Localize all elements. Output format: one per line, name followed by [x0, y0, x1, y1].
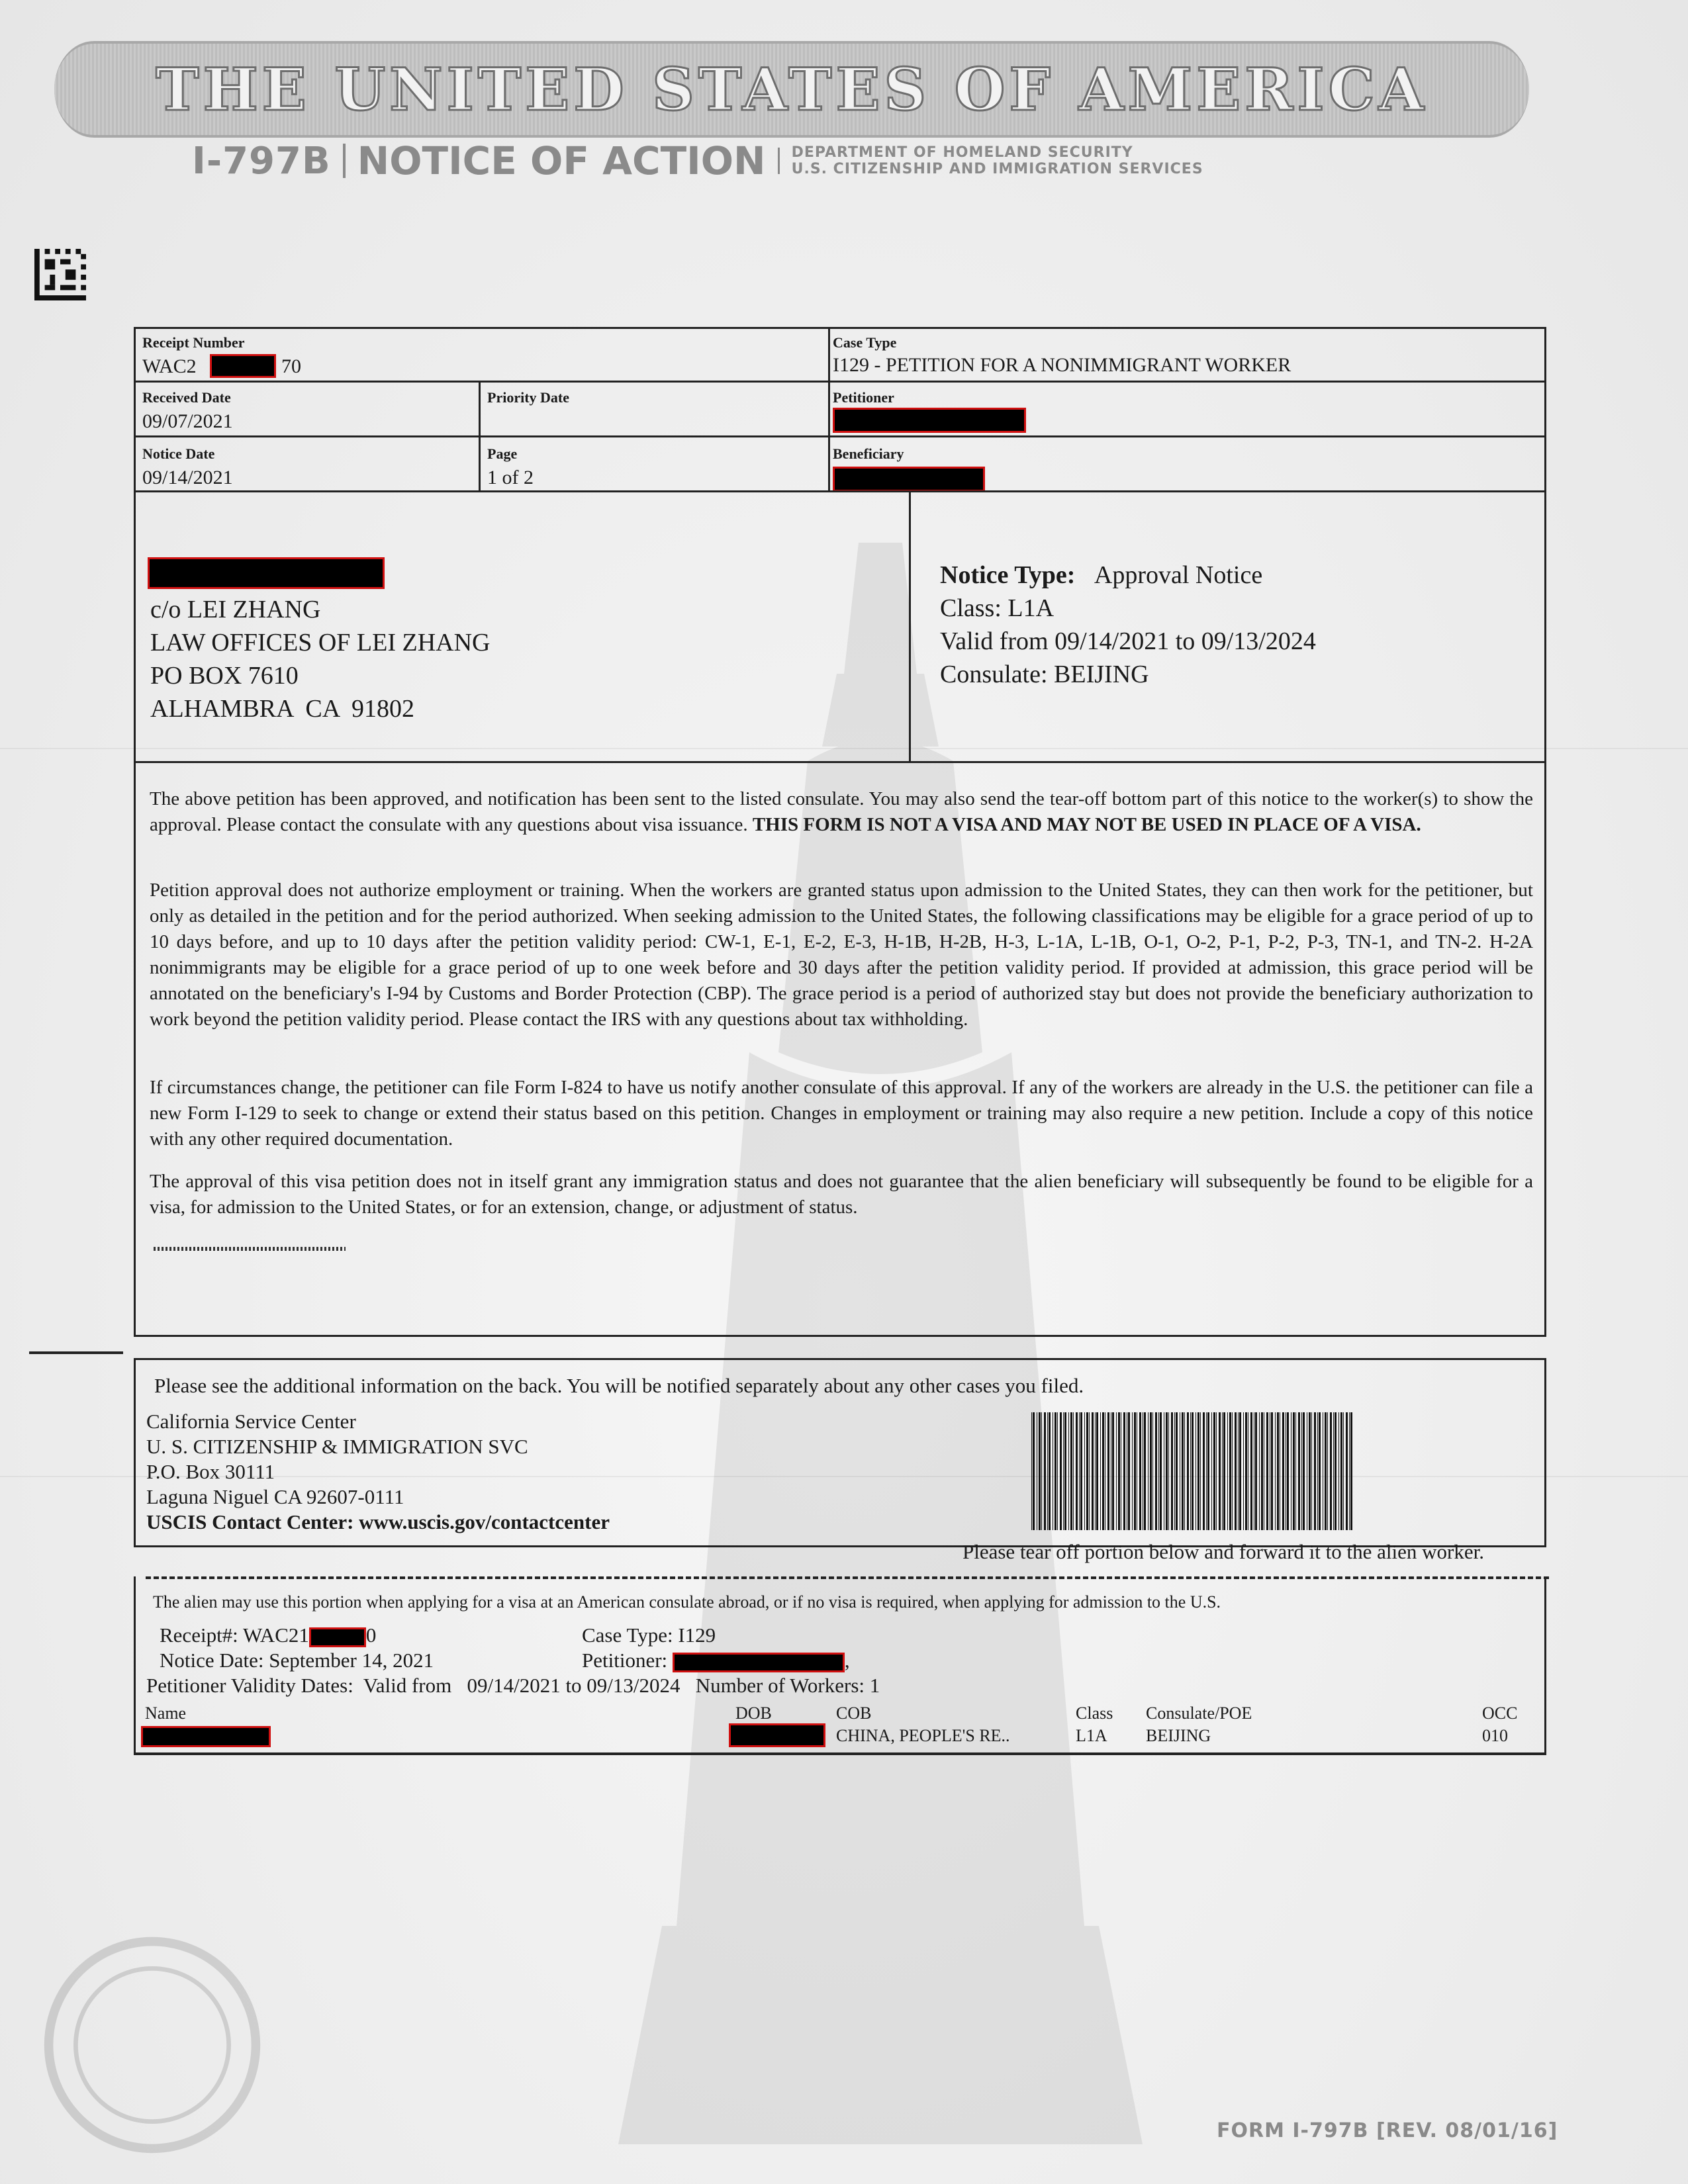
barcode-bar — [1031, 1412, 1032, 1530]
barcode-bar — [1112, 1412, 1114, 1530]
contact-center: USCIS Contact Center: www.uscis.gov/contactcenter — [146, 1510, 610, 1533]
barcode-bar — [1301, 1412, 1302, 1530]
barcode-bar — [1197, 1412, 1199, 1530]
barcode-bar — [1293, 1412, 1295, 1530]
petitioner-label: Petitioner — [833, 389, 894, 406]
barcode-bar — [1327, 1412, 1328, 1530]
col-dob: DOB — [735, 1704, 772, 1723]
receipt-label: Receipt#: WAC21 — [160, 1623, 309, 1647]
tear-off-portion — [134, 1576, 1546, 1755]
barcode-bar — [1266, 1412, 1268, 1530]
page-label: Page — [487, 445, 518, 462]
paragraph-disclaimer: The approval of this visa petition does not in itself grant any immigration status and does not guarantee that the alien beneficiary will subsequently be found to be eligible for a visa, for admission to the United States, or for an extension, change, or adjustment of status. — [150, 1171, 1533, 1218]
barcode-bar — [1216, 1412, 1217, 1530]
barcode-bar — [1346, 1412, 1348, 1530]
redaction — [309, 1627, 366, 1647]
petitioner-cell — [828, 381, 1546, 437]
barcode-bar — [1055, 1412, 1056, 1530]
barcode-bar — [1047, 1412, 1048, 1530]
barcode-bar — [1033, 1412, 1035, 1530]
validity-label: Petitioner Validity Dates: Valid from — [146, 1674, 452, 1697]
barcode-bar — [1350, 1412, 1352, 1530]
col-cob: COB — [836, 1704, 872, 1723]
barcode-bar — [1330, 1412, 1332, 1530]
department-line: DEPARTMENT OF HOMELAND SECURITY — [791, 144, 1133, 161]
notice-consulate: Consulate: BEIJING — [940, 660, 1149, 688]
barcode-bar — [1309, 1412, 1311, 1530]
barcode-bar — [1203, 1412, 1205, 1530]
paragraph-text: The above petition has been approved, and notification has been sent to the listed consulate. You may also send the tear-off bottom part of this notice to the worker(s) to show the approval. Please contact the consulate with any questions about visa issuance. — [150, 788, 1533, 835]
tear-off-case-type: Case Type: I129 — [582, 1623, 716, 1647]
notice-type-label: Notice Type: — [940, 561, 1076, 589]
priority-date-label: Priority Date — [487, 389, 569, 406]
notice-info — [940, 559, 1316, 691]
receipt-number-prefix: WAC2 — [142, 355, 197, 377]
address-line: California Service Center — [146, 1410, 356, 1433]
not-a-visa-warning: THIS FORM IS NOT A VISA AND MAY NOT BE USED IN PLACE OF A VISA. — [752, 814, 1421, 835]
barcode-bar — [1211, 1412, 1212, 1530]
priority-date-cell — [479, 381, 830, 437]
barcode-bar — [1168, 1412, 1169, 1530]
notice-validity: Valid from 09/14/2021 to 09/13/2024 — [940, 627, 1316, 655]
barcode-bar — [1187, 1412, 1189, 1530]
divider — [343, 144, 346, 178]
barcode-bar — [1092, 1412, 1094, 1530]
barcode-bar — [1206, 1412, 1207, 1530]
barcode-bar — [1148, 1412, 1149, 1530]
barcode-bar — [1343, 1412, 1344, 1530]
mailing-address-box — [134, 490, 911, 763]
barcode-bar — [1118, 1412, 1120, 1530]
form-code: I-797B — [192, 139, 331, 183]
barcode-bar — [1282, 1412, 1284, 1530]
barcode-bar — [1295, 1412, 1296, 1530]
barcode-bar — [1239, 1412, 1241, 1530]
scan-artifact — [154, 1247, 346, 1251]
occ-value: 010 — [1482, 1726, 1508, 1745]
notice-info-box — [909, 490, 1546, 763]
receipt-number-label: Receipt Number — [142, 334, 245, 351]
barcode-bar — [1259, 1412, 1260, 1530]
beneficiary-cell — [828, 435, 1546, 492]
barcode-bar — [1132, 1412, 1133, 1530]
barcode-bar — [1207, 1412, 1209, 1530]
beneficiary-label: Beneficiary — [833, 445, 904, 462]
barcode-bar — [1303, 1412, 1305, 1530]
barcode-bar — [1335, 1412, 1336, 1530]
notice-class: Class: L1A — [940, 594, 1055, 622]
received-date-label: Received Date — [142, 389, 231, 406]
barcode-bar — [1039, 1412, 1041, 1530]
barcode-bar — [1235, 1412, 1237, 1530]
barcode-bar — [1232, 1412, 1233, 1530]
address-line: LAW OFFICES OF LEI ZHANG — [150, 629, 491, 657]
barcode-bar — [1223, 1412, 1225, 1530]
barcode-bar — [1287, 1412, 1289, 1530]
barcode-bar — [1171, 1412, 1173, 1530]
barcode-bar — [1245, 1412, 1247, 1530]
receipt-number-cell — [134, 327, 830, 383]
divider — [778, 148, 780, 174]
banner — [54, 41, 1529, 138]
banner-title: THE UNITED STATES OF AMERICA — [156, 55, 1428, 124]
barcode-bar — [1298, 1412, 1300, 1530]
barcode-bar — [1076, 1412, 1078, 1530]
barcode-bar — [1166, 1412, 1168, 1530]
barcode-bar — [1095, 1412, 1096, 1530]
tear-off-receipt — [160, 1623, 376, 1648]
cob-value: CHINA, PEOPLE'S RE.. — [836, 1726, 1010, 1745]
barcode-bar — [1261, 1412, 1263, 1530]
col-name: Name — [145, 1704, 187, 1723]
address-line: PO BOX 7610 — [150, 662, 299, 690]
tear-off-instruction: Please tear off portion below and forward it to the alien worker. — [962, 1540, 1484, 1563]
barcode-bar — [1190, 1412, 1191, 1530]
barcode-bar — [1144, 1412, 1146, 1530]
service-center-address — [146, 1409, 610, 1535]
barcode-bar — [1044, 1412, 1046, 1530]
address-line: ALHAMBRA CA 91802 — [150, 695, 415, 723]
number-of-workers: Number of Workers: 1 — [695, 1674, 880, 1697]
barcode-bar — [1277, 1412, 1279, 1530]
barcode-bar — [1158, 1412, 1159, 1530]
barcode-bar — [1060, 1412, 1062, 1530]
barcode-bar — [1349, 1412, 1350, 1530]
barcode-bar — [1314, 1412, 1316, 1530]
receipt-suffix: 0 — [365, 1623, 377, 1647]
barcode-bar — [1184, 1412, 1185, 1530]
barcode-bar — [1152, 1412, 1153, 1530]
class-value: L1A — [1076, 1726, 1107, 1745]
barcode-bar — [1100, 1412, 1101, 1530]
barcode-bar — [1325, 1412, 1327, 1530]
barcode-bar — [1070, 1412, 1072, 1530]
barcode-bar — [1064, 1412, 1066, 1530]
body-box — [134, 761, 1546, 1337]
department — [792, 144, 1203, 177]
redaction — [148, 557, 385, 589]
tear-off-petitioner — [582, 1648, 850, 1673]
tear-off-notice-date: Notice Date: September 14, 2021 — [160, 1649, 434, 1672]
notice-date-label: Notice Date — [142, 445, 215, 462]
barcode-bar — [1222, 1412, 1223, 1530]
barcode-bar — [1319, 1412, 1321, 1530]
barcode-bar — [1057, 1412, 1058, 1530]
barcode-bar — [1086, 1412, 1088, 1530]
barcode-bar — [1134, 1412, 1136, 1530]
barcode-bar — [1107, 1412, 1109, 1530]
address-line: P.O. Box 30111 — [146, 1460, 275, 1483]
barcode-bar — [1311, 1412, 1312, 1530]
barcode-bar — [1255, 1412, 1257, 1530]
consulate-value: BEIJING — [1146, 1726, 1211, 1745]
barcode-bar — [1227, 1412, 1228, 1530]
redaction — [833, 408, 1026, 433]
barcode-bar — [1275, 1412, 1276, 1530]
barcode-bar — [1333, 1412, 1334, 1530]
notice-type-value: Approval Notice — [1094, 561, 1263, 589]
paragraph-employment: Petition approval does not authorize employment or training. When the workers are granted status upon admission to the United States, they can then work for the petitioner, but only as detailed in the petition and for the period authorized. When seeking admission to the United States, the following classifications may be eligible for a grace period of up to 10 days before, and up to 10 days after the petition validity period: CW-1, E-1, E-2, E-3, H-1B, H-2B, H-3, L-1A, L-1B, O-1, O-2, P-1, P-2, P-3, TN-1, and TN-2. H-2A nonimmigrants may be eligible for a grace period of up to one week before and 30 days after the petition validity period. If provided at admission, this grace period will be annotated on the beneficiary's I-94 by Customs and Border Protection (CBP). The grace period is a period of authorized stay but does not provide the beneficiary authorization to work beyond the petition validity period. Please contact the IRS with any questions about tax withholding. — [150, 880, 1533, 1030]
barcode-bar — [1213, 1412, 1215, 1530]
barcode-bar — [1139, 1412, 1141, 1530]
tear-off-intro: The alien may use this portion when applying for a visa at an American consulate abroad, or if no visa is required, when applying for admission to the U.S. — [153, 1592, 1221, 1612]
receipt-number-suffix: 70 — [281, 355, 301, 377]
barcode — [1031, 1412, 1356, 1530]
barcode-bar — [1116, 1412, 1117, 1530]
address-line: Laguna Niguel CA 92607-0111 — [146, 1485, 404, 1508]
page-value: 1 of 2 — [487, 467, 534, 488]
col-consulate: Consulate/POE — [1146, 1704, 1252, 1723]
barcode-bar — [1155, 1412, 1157, 1530]
received-date-value: 09/07/2021 — [142, 410, 233, 432]
petitioner-suffix: , — [844, 1649, 850, 1672]
barcode-bar — [1338, 1412, 1339, 1530]
barcode-bar — [1123, 1412, 1125, 1530]
redaction — [729, 1723, 825, 1747]
seal-watermark — [40, 1933, 265, 2158]
paragraph-circumstances: If circumstances change, the petitioner can file Form I-824 to have us notify another consulate of this approval. If any of the workers are already in the U.S. the petitioner can file a new Form I-129 to seek to change or extend their status based on this petition. Changes in employment or training may also require a new petition. Include a copy of this notice with any other required documentation. — [150, 1077, 1533, 1150]
redaction — [673, 1653, 845, 1672]
barcode-bar — [1174, 1412, 1175, 1530]
barcode-bar — [1150, 1412, 1152, 1530]
barcode-bar — [1192, 1412, 1194, 1530]
additional-info-note: Please see the additional information on the back. You will be notified separately about any other cases you filed. — [154, 1374, 1084, 1397]
barcode-bar — [1250, 1412, 1252, 1530]
barcode-bar — [1160, 1412, 1162, 1530]
barcode-bar — [1200, 1412, 1201, 1530]
barcode-bar — [1340, 1412, 1342, 1530]
notice-date-cell — [134, 435, 481, 492]
barcode-bar — [1271, 1412, 1273, 1530]
redaction — [833, 467, 985, 492]
mailing-address — [150, 593, 490, 725]
barcode-bar — [1073, 1412, 1074, 1530]
barcode-bar — [1041, 1412, 1042, 1530]
received-date-cell — [134, 381, 481, 437]
barcode-bar — [1089, 1412, 1090, 1530]
barcode-bar — [1229, 1412, 1231, 1530]
barcode-bar — [1079, 1412, 1080, 1530]
case-type-cell — [828, 327, 1546, 383]
barcode-bar — [1096, 1412, 1098, 1530]
fold-mark — [29, 1351, 123, 1354]
notice-date-value: 09/14/2021 — [142, 467, 233, 488]
barcode-bar — [1063, 1412, 1064, 1530]
case-type-value: I129 - PETITION FOR A NONIMMIGRANT WORKER — [833, 354, 1291, 376]
redaction — [141, 1726, 271, 1747]
barcode-bar — [1080, 1412, 1082, 1530]
datamatrix-code — [34, 249, 86, 300]
form-revision: FORM I-797B [REV. 08/01/16] — [1217, 2119, 1558, 2142]
form-header — [192, 138, 1203, 184]
notice-title: NOTICE OF ACTION — [357, 138, 766, 183]
col-class: Class — [1076, 1704, 1113, 1723]
barcode-bar — [1182, 1412, 1184, 1530]
barcode-bar — [1238, 1412, 1239, 1530]
paragraph-approval — [150, 786, 1533, 838]
validity-value: 09/14/2021 to 09/13/2024 — [467, 1674, 680, 1697]
page-cell — [479, 435, 830, 492]
case-type-label: Case Type — [833, 334, 897, 351]
agency-line: U.S. CITIZENSHIP AND IMMIGRATION SERVICES — [791, 161, 1203, 177]
barcode-bar — [1317, 1412, 1318, 1530]
tear-off-validity — [146, 1673, 880, 1698]
barcode-bar — [1084, 1412, 1085, 1530]
barcode-bar — [1176, 1412, 1178, 1530]
barcode-bar — [1128, 1412, 1130, 1530]
address-line: U. S. CITIZENSHIP & IMMIGRATION SVC — [146, 1435, 528, 1458]
address-line: c/o LEI ZHANG — [150, 596, 321, 623]
barcode-bar — [1068, 1412, 1069, 1530]
redaction — [210, 354, 276, 378]
barcode-bar — [1243, 1412, 1244, 1530]
barcode-bar — [1219, 1412, 1221, 1530]
petitioner-label: Petitioner: — [582, 1649, 668, 1672]
barcode-bar — [1102, 1412, 1104, 1530]
barcode-bar — [1049, 1412, 1051, 1530]
col-occ: OCC — [1482, 1704, 1518, 1723]
